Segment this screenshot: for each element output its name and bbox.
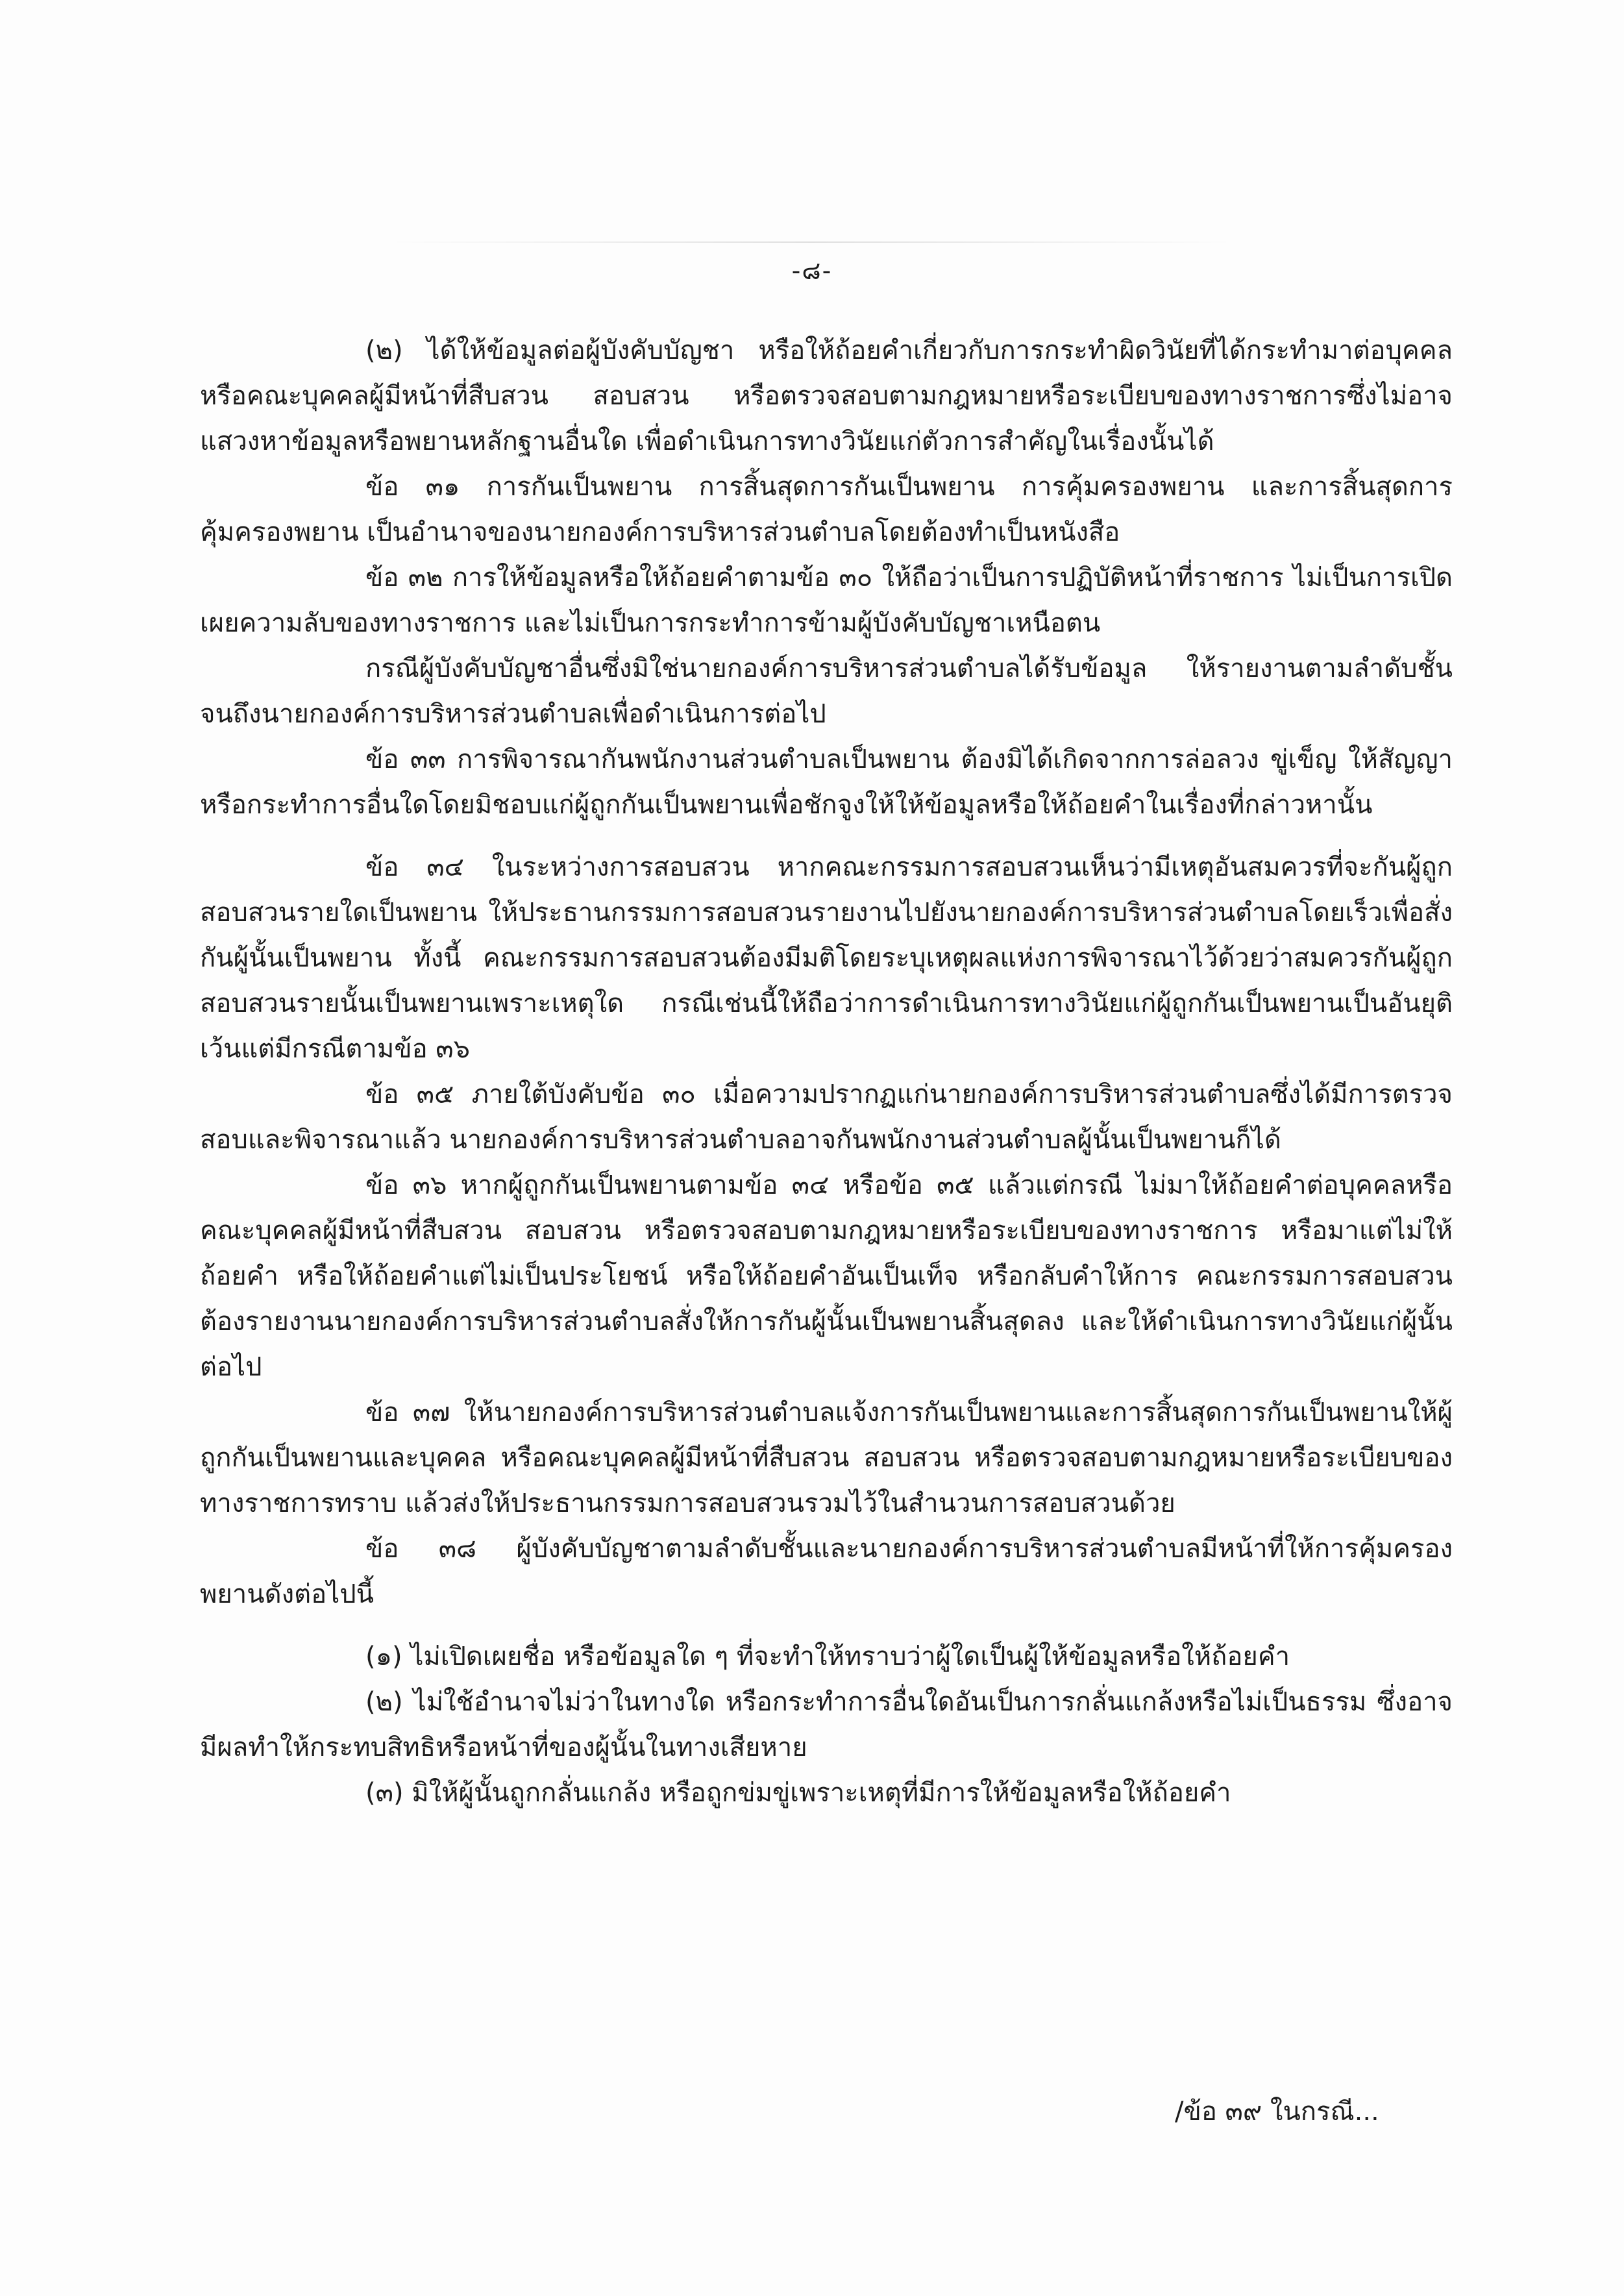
paragraph-clause-37: ข้อ ๓๗ ให้นายกองค์การบริหารส่วนตำบลแจ้งการกันเป็นพยานและการสิ้นสุดการกันเป็นพยานให้ผู้ถูกกันเป็นพยานและบุคคล หรือคณะบุคคลผู้มีหน้าที่สืบสวน สอบสวน หรือตรวจสอบตามกฎหมายหรือระเบียบของทางราชการทราบ แล้วส่งให้ประธานกรรมการสอบสวนรวมไว้ในสำนวนการสอบสวนด้วย bbox=[200, 1398, 1453, 1518]
continuation-note: /ข้อ ๓๙ ในกรณี... bbox=[1175, 2097, 1379, 2127]
paragraph-item-2: (๒) ได้ให้ข้อมูลต่อผู้บังคับบัญชา หรือให้ถ้อยคำเกี่ยวกับการกระทำผิดวินัยที่ได้กระทำมาต่อบุคคลหรือคณะบุคคลผู้มีหน้าที่สืบสวน สอบสวน หรือตรวจสอบตามกฎหมายหรือระเบียบของทางราชการซึ่งไม่อาจแสวงหาข้อมูลหรือพยานหลักฐานอื่นใด เพื่อดำเนินการทางวินัยแก่ตัวการสำคัญในเรื่องนั้นได้ bbox=[200, 336, 1453, 456]
paragraph-clause-35: ข้อ ๓๕ ภายใต้บังคับข้อ ๓๐ เมื่อความปรากฏแก่นายกองค์การบริหารส่วนตำบลซึ่งได้มีการตรวจสอบและพิจารณาแล้ว นายกองค์การบริหารส่วนตำบลอาจกันพนักงานส่วนตำบลผู้นั้นเป็นพยานก็ได้ bbox=[200, 1080, 1453, 1155]
paragraph-clause-33: ข้อ ๓๓ การพิจารณากันพนักงานส่วนตำบลเป็นพยาน ต้องมิได้เกิดจากการล่อลวง ขู่เข็ญ ให้สัญญา หรือกระทำการอื่นใดโดยมิชอบแก่ผู้ถูกกันเป็นพยานเพื่อชักจูงให้ให้ข้อมูลหรือให้ถ้อยคำในเรื่องที่กล่าวหานั้น bbox=[200, 745, 1453, 820]
paragraph-clause-38-item-3: (๓) มิให้ผู้นั้นถูกกลั่นแกล้ง หรือถูกข่มขู่เพราะเหตุที่มีการให้ข้อมูลหรือให้ถ้อยคำ bbox=[365, 1778, 1231, 1808]
paragraph-clause-34: ข้อ ๓๔ ในระหว่างการสอบสวน หากคณะกรรมการสอบสวนเห็นว่ามีเหตุอันสมควรที่จะกันผู้ถูกสอบสวนรายใดเป็นพยาน ให้ประธานกรรมการสอบสวนรายงานไปยังนายกองค์การบริหารส่วนตำบลโดยเร็วเพื่อสั่งกันผู้นั้นเป็นพยาน ทั้งนี้ คณะกรรมการสอบสวนต้องมีมติโดยระบุเหตุผลแห่งการพิจารณาไว้ด้วยว่าสมควรกันผู้ถูกสอบสวนรายนั้นเป็นพยานเพราะเหตุใด กรณีเช่นนี้ให้ถือว่าการดำเนินการทางวินัยแก่ผู้ถูกกันเป็นพยานเป็นอันยุติ เว้นแต่มีกรณีตามข้อ ๓๖ bbox=[200, 852, 1453, 1064]
paragraph-clause-38: ข้อ ๓๘ ผู้บังคับบัญชาตามลำดับชั้นและนายกองค์การบริหารส่วนตำบลมีหน้าที่ให้การคุ้มครองพยานดังต่อไปนี้ bbox=[200, 1534, 1453, 1609]
paragraph-clause-31: ข้อ ๓๑ การกันเป็นพยาน การสิ้นสุดการกันเป็นพยาน การคุ้มครองพยาน และการสิ้นสุดการคุ้มครองพยาน เป็นอำนาจของนายกองค์การบริหารส่วนตำบลโดยต้องทำเป็นหนังสือ bbox=[200, 472, 1453, 547]
scan-edge-line bbox=[389, 241, 1233, 243]
paragraph-clause-36: ข้อ ๓๖ หากผู้ถูกกันเป็นพยานตามข้อ ๓๔ หรือข้อ ๓๕ แล้วแต่กรณี ไม่มาให้ถ้อยคำต่อบุคคลหรือคณะบุคคลผู้มีหน้าที่สืบสวน สอบสวน หรือตรวจสอบตามกฎหมายหรือระเบียบของทางราชการ หรือมาแต่ไม่ให้ถ้อยคำ หรือให้ถ้อยคำแต่ไม่เป็นประโยชน์ หรือให้ถ้อยคำอันเป็นเท็จ หรือกลับคำให้การ คณะกรรมการสอบสวนต้องรายงานนายกองค์การบริหารส่วนตำบลสั่งให้การกันผู้นั้นเป็นพยานสิ้นสุดลง และให้ดำเนินการทางวินัยแก่ผู้นั้นต่อไป bbox=[200, 1170, 1453, 1382]
paragraph-clause-38-item-2: (๒) ไม่ใช้อำนาจไม่ว่าในทางใด หรือกระทำการอื่นใดอันเป็นการกลั่นแกล้งหรือไม่เป็นธรรม ซึ่งอาจมีผลทำให้กระทบสิทธิหรือหน้าที่ของผู้นั้นในทางเสียหาย bbox=[200, 1687, 1453, 1762]
paragraph-clause-38-item-1: (๑) ไม่เปิดเผยชื่อ หรือข้อมูลใด ๆ ที่จะทำให้ทราบว่าผู้ใดเป็นผู้ให้ข้อมูลหรือให้ถ้อยคำ bbox=[365, 1642, 1290, 1672]
page-number: -๘- bbox=[791, 256, 833, 285]
document-body bbox=[200, 328, 1453, 1816]
paragraph-clause-32-case: กรณีผู้บังคับบัญชาอื่นซึ่งมิใช่นายกองค์การบริหารส่วนตำบลได้รับข้อมูล ให้รายงานตามลำดับชั้นจนถึงนายกองค์การบริหารส่วนตำบลเพื่อดำเนินการต่อไป bbox=[200, 654, 1453, 729]
paragraph-clause-32: ข้อ ๓๒ การให้ข้อมูลหรือให้ถ้อยคำตามข้อ ๓๐ ให้ถือว่าเป็นการปฏิบัติหน้าที่ราชการ ไม่เป็นการเปิดเผยความลับของทางราชการ และไม่เป็นการกระทำการข้ามผู้บังคับบัญชาเหนือตน bbox=[200, 563, 1453, 638]
